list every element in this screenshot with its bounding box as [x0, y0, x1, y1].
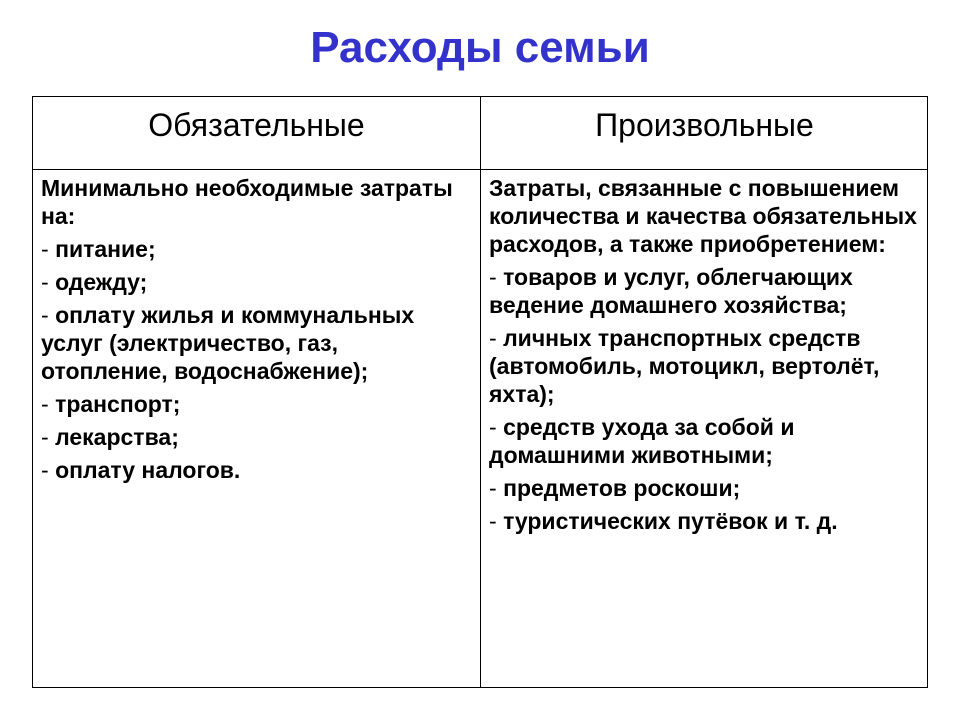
list-item — [41, 235, 471, 263]
item-text: транспорт; — [55, 391, 181, 417]
list-item — [41, 301, 471, 385]
bullet-dash: - — [41, 269, 49, 295]
item-text: предметов роскоши; — [503, 475, 741, 501]
list-item — [41, 268, 471, 296]
header-mandatory: Обязательные — [148, 107, 365, 143]
item-text: питание; — [55, 236, 156, 262]
list-item — [489, 474, 925, 502]
list-item — [489, 413, 925, 469]
bullet-dash: - — [41, 236, 49, 262]
list-item — [41, 423, 471, 451]
bullet-dash: - — [489, 325, 497, 351]
bullet-dash: - — [489, 414, 497, 440]
mandatory-column — [41, 174, 471, 489]
item-text: средств ухода за собой и домашними животными; — [489, 414, 795, 468]
bullet-dash: - — [41, 424, 49, 450]
mandatory-intro: Минимально необходимые затраты на: — [41, 175, 453, 229]
bullet-dash: - — [41, 457, 49, 483]
column-divider — [480, 97, 481, 687]
item-text: лекарства; — [55, 424, 179, 450]
bullet-dash: - — [41, 302, 49, 328]
bullet-dash: - — [489, 475, 497, 501]
item-text: оплату налогов. — [55, 457, 241, 483]
list-item — [489, 507, 925, 535]
list-item — [41, 390, 471, 418]
header-divider — [33, 169, 927, 170]
list-item — [489, 324, 925, 408]
item-text: одежду; — [55, 269, 148, 295]
list-item — [489, 263, 925, 319]
discretionary-column — [489, 174, 925, 540]
discretionary-intro: Затраты, связанные с повышением количества и качества обязательных расходов, а также приобретением: — [489, 175, 917, 257]
item-text: товаров и услуг, облегчающих ведение домашнего хозяйства; — [489, 264, 853, 318]
item-text: туристических путёвок и т. д. — [503, 508, 838, 534]
list-item — [41, 456, 471, 484]
bullet-dash: - — [489, 508, 497, 534]
header-discretionary: Произвольные — [595, 107, 814, 143]
expenses-table — [32, 96, 928, 688]
bullet-dash: - — [489, 264, 497, 290]
item-text: оплату жилья и коммунальных услуг (электричество, газ, отопление, водоснабжение); — [41, 302, 415, 384]
page-title: Расходы семьи — [310, 23, 650, 72]
bullet-dash: - — [41, 391, 49, 417]
item-text: личных транспортных средств (автомобиль, мотоцикл, вертолёт, яхта); — [489, 325, 880, 407]
